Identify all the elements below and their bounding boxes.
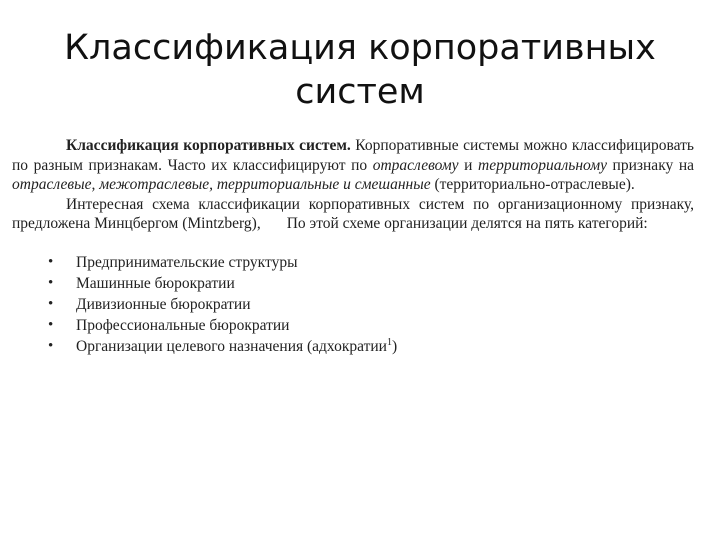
paragraph-text: Интересная схема классификации корпоративных систем по организационному признаку, предложена Минцбергом (Mintzberg), — [12, 195, 694, 232]
list-item: • Профессиональные бюрократии — [76, 315, 694, 336]
paragraph-text: признаку на — [606, 156, 695, 174]
slide-title-line-1: Классификация корпоративных — [64, 28, 656, 68]
paragraph-text: и — [458, 156, 479, 174]
list-item: • Предпринимательские структуры — [76, 252, 694, 273]
list-item: • Дивизионные бюрократии — [76, 294, 694, 315]
paragraph-classification — [12, 136, 694, 195]
category-list — [12, 252, 694, 357]
paragraph-heading: Классификация корпоративных систем. — [66, 137, 351, 154]
paragraph-text: Корпоративные системы можно классифицировать по разным признакам. Часто их классифицируют по — [12, 137, 694, 174]
italic-term: отраслевые, межотраслевые, территориальные и смешанные — [12, 176, 431, 193]
paragraph-text: По этой схеме организации делятся на пять категорий: — [286, 215, 648, 232]
slide-title — [60, 26, 660, 114]
list-item: • Машинные бюрократии — [76, 273, 694, 294]
paragraph-mintzberg — [12, 195, 694, 234]
list-item: • Организации целевого назначения (адхократии$^1$) — [76, 336, 694, 357]
footnote-mark: 1 — [386, 336, 392, 348]
slide-title-line-2: систем — [295, 72, 425, 112]
italic-term: территориальному — [478, 156, 607, 174]
list-item-tail: ) — [391, 337, 398, 355]
italic-term: отраслевому — [372, 156, 459, 174]
paragraph-text: (территориально-отраслевые). — [430, 176, 635, 193]
scanned-text-block — [12, 136, 694, 357]
